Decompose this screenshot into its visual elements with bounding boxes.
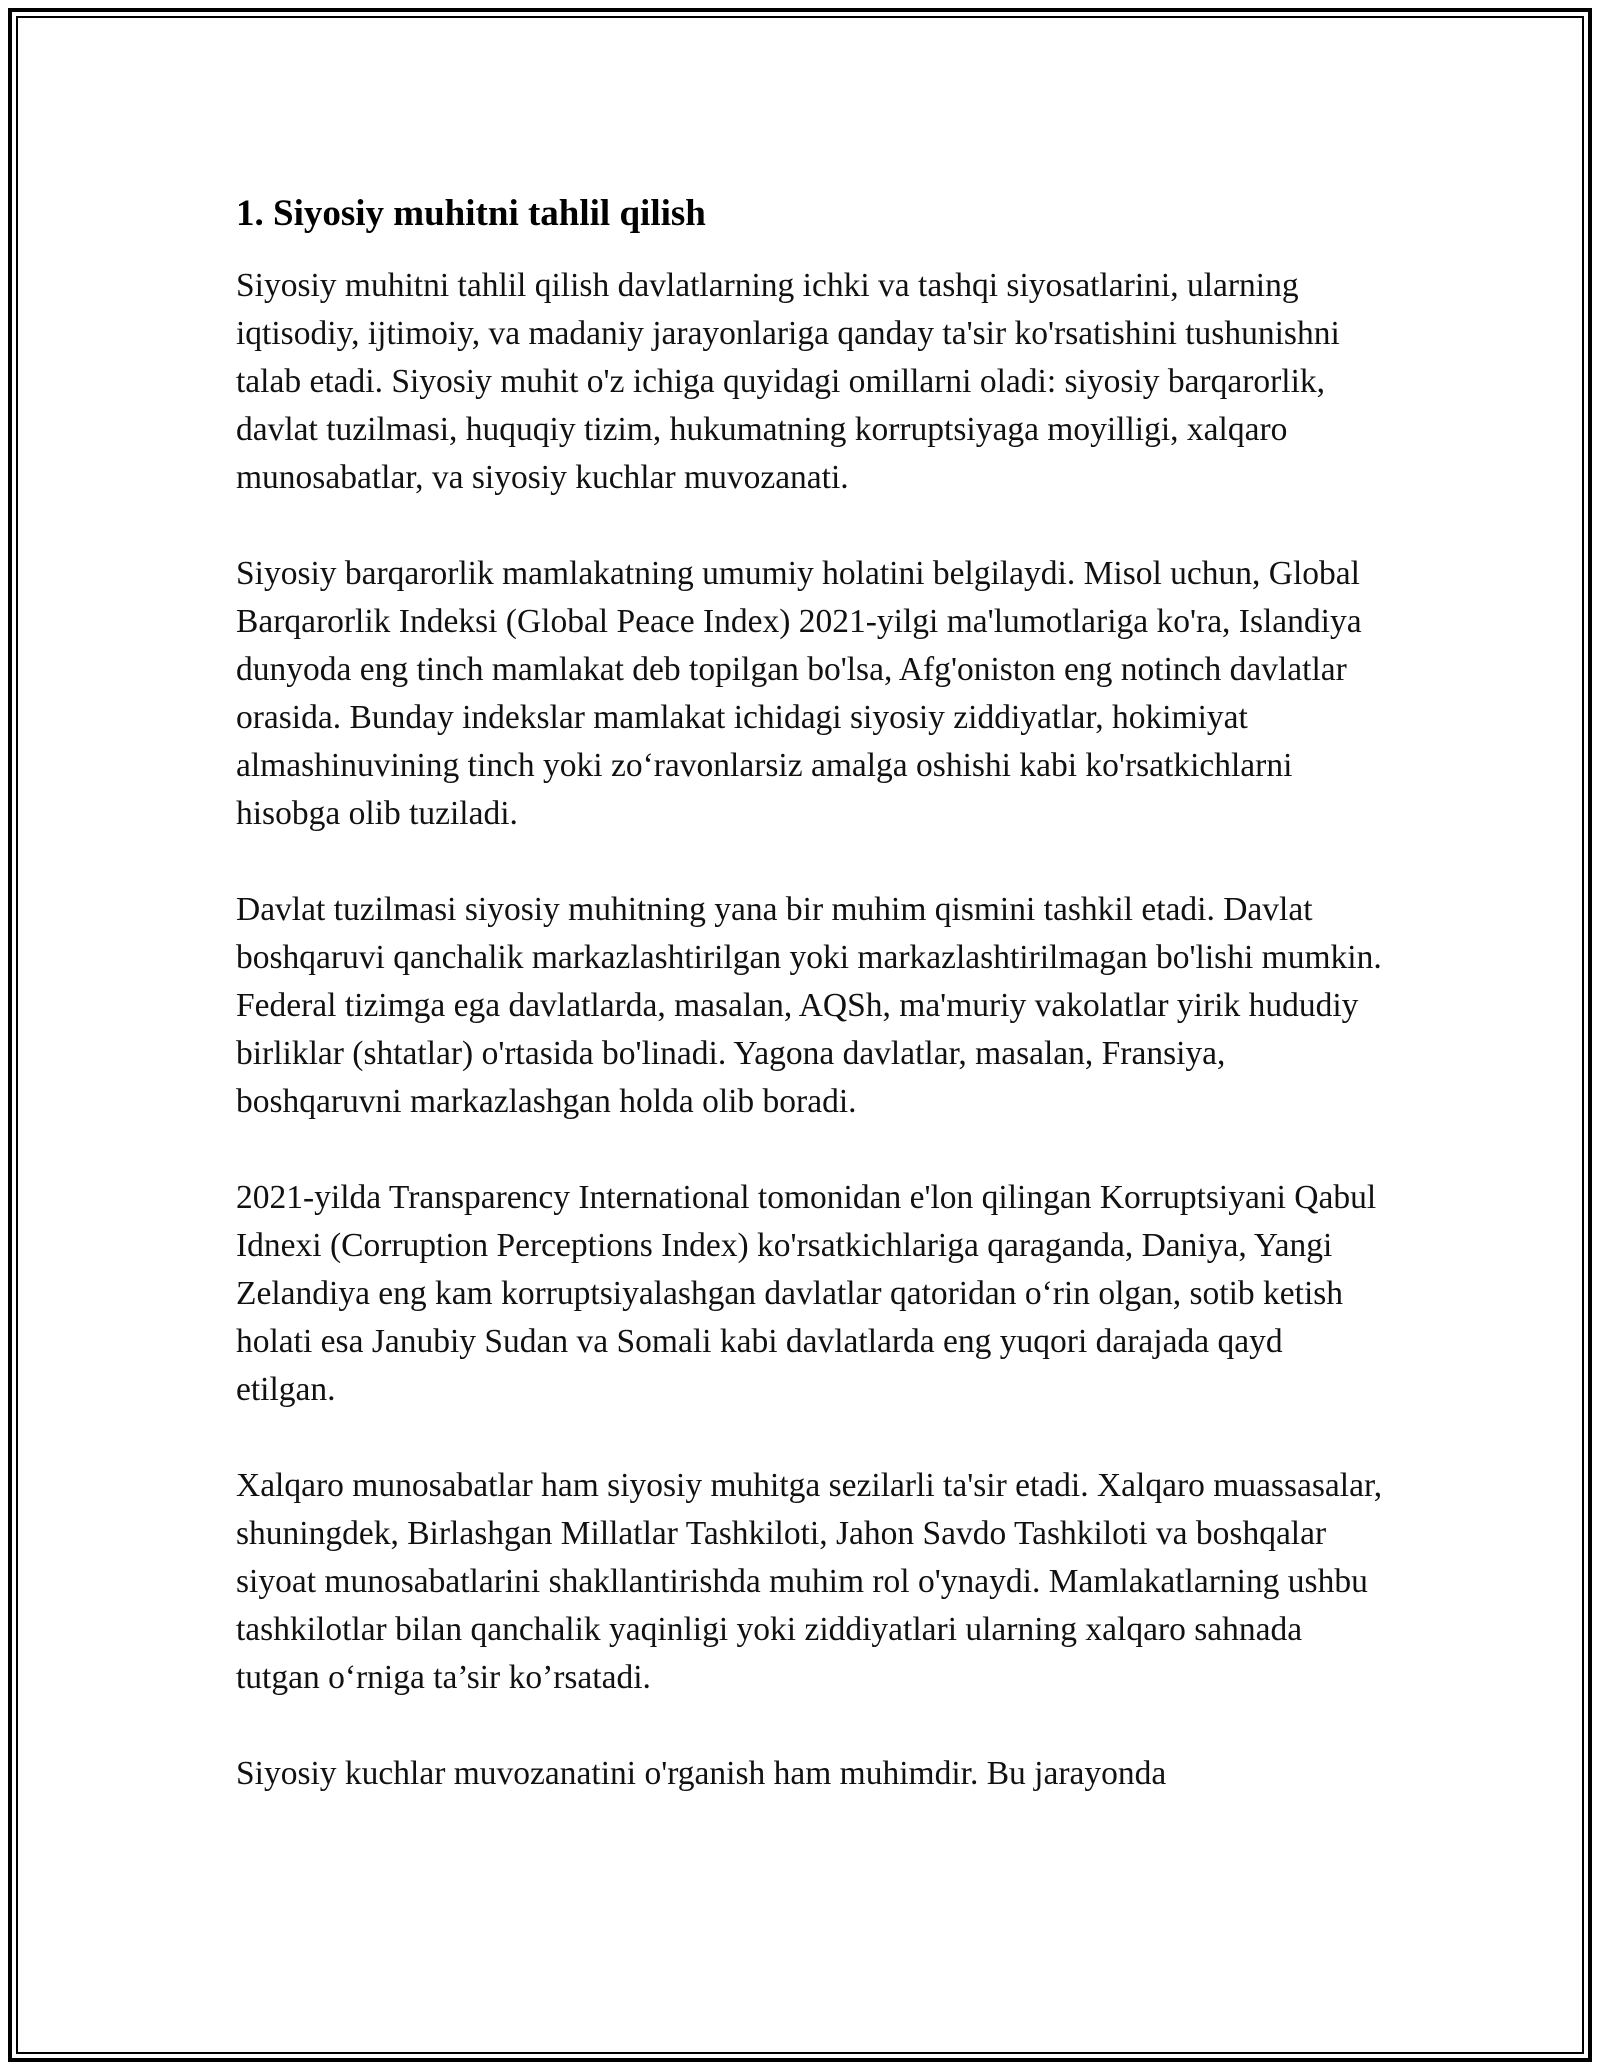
paragraph-state-structure: Davlat tuzilmasi siyosiy muhitning yana bir muhim qismini tashkil etadi. Davlat boshqaruvi qanchalik markazlashtirilgan yoki markazlashtirilmagan bo'lishi mumkin. Federal tizimga ega davlatlarda, masalan, AQSh, ma'muriy vakolatlar yirik hududiy birliklar (shtatlar) o'rtasida bo'linadi. Yagona davlatlar, masalan, Fransiya, boshqaruvni markazlashgan holda olib boradi. <box>236 891 1382 1120</box>
paragraph-intro: Siyosiy muhitni tahlil qilish davlatlarning ichki va tashqi siyosatlarini, ularning iqtisodiy, ijtimoiy, va madaniy jarayonlariga qanday ta'sir ko'rsatishini tushunishni talab etadi. Siyosiy muhit o'z ichiga quyidagi omillarni oladi: siyosiy barqarorlik, davlat tuzilmasi, huquqiy tizim, hukumatning korruptsiyaga moyilligi, xalqaro munosabatlar, va siyosiy kuchlar muvozanati. <box>236 267 1340 496</box>
paragraph-balance-of-power: Siyosiy kuchlar muvozanatini o'rganish ham muhimdir. Bu jarayonda <box>236 1755 1167 1792</box>
paragraph-corruption-index: 2021-yilda Transparency International tomonidan e'lon qilingan Korruptsiyani Qabul Idnexi (Corruption Perceptions Index) ko'rsatkichlariga qaraganda, Daniya, Yangi Zelandiya eng kam korruptsiyalashgan davlatlar qatoridan o‘rin olgan, sotib ketish holati esa Janubiy Sudan va Somali kabi davlatlarda eng yuqori darajada qayd etilgan. <box>236 1179 1377 1408</box>
document-body <box>236 186 1386 1846</box>
section-heading: 1. Siyosiy muhitni tahlil qilish <box>236 193 706 234</box>
paragraph-international-relations: Xalqaro munosabatlar ham siyosiy muhitga sezilarli ta'sir etadi. Xalqaro muassasalar, shuningdek, Birlashgan Millatlar Tashkiloti, Jahon Savdo Tashkiloti va boshqalar siyoat munosabatlarini shakllantirishda muhim rol o'ynaydi. Mamlakatlarning ushbu tashkilotlar bilan qanchalik yaqinligi yoki ziddiyatlari ularning xalqaro sahnada tutgan o‘rniga ta’sir ko’rsatadi. <box>236 1467 1383 1696</box>
paragraph-political-stability: Siyosiy barqarorlik mamlakatning umumiy holatini belgilaydi. Misol uchun, Global Barqarorlik Indeksi (Global Peace Index) 2021-yilgi ma'lumotlariga ko'ra, Islandiya dunyoda eng tinch mamlakat deb topilgan bo'lsa, Afg'oniston eng notinch davlatlar orasida. Bunday indekslar mamlakat ichidagi siyosiy ziddiyatlar, hokimiyat almashinuvining tinch yoki zo‘ravonlarsiz amalga oshishi kabi ko'rsatkichlarni hisobga olib tuziladi. <box>236 555 1362 832</box>
